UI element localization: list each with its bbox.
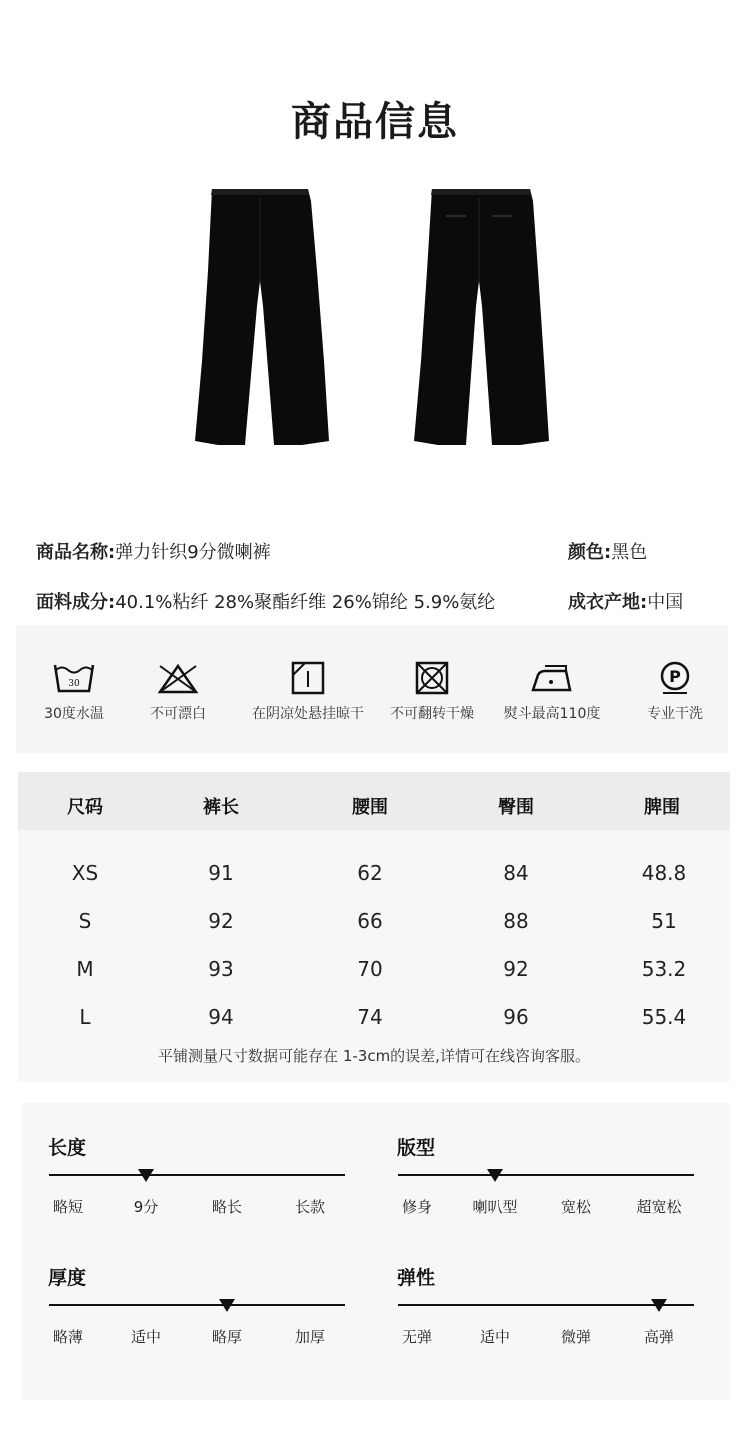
care-item-dryclean: [610, 661, 740, 723]
table-cell: 84: [503, 861, 529, 885]
attr-title: 长度: [48, 1137, 87, 1159]
table-cell: M: [76, 957, 94, 981]
scale-line: [49, 1174, 345, 1176]
attr-title: 厚度: [48, 1267, 87, 1289]
professional-clean-icon: [658, 661, 692, 695]
header-size: 尺码: [67, 797, 103, 818]
product-name-label: 商品名称:: [36, 542, 116, 563]
scale-option: 9分: [133, 1198, 159, 1216]
header-length: 裤长: [203, 797, 239, 818]
care-label-iron: 熨斗最高110度: [503, 706, 601, 722]
care-label-wash: 30度水温: [44, 706, 104, 722]
scale-option: 超宽松: [636, 1198, 682, 1216]
table-cell: 92: [503, 957, 529, 981]
origin-value: 中国: [647, 592, 684, 613]
care-instructions-panel: [16, 625, 728, 753]
dryclean-letter: P: [669, 667, 681, 686]
care-label-dryclean: 专业干洗: [647, 706, 703, 722]
scale-option: 适中: [130, 1328, 162, 1346]
table-cell: 91: [208, 861, 234, 885]
size-table: [18, 772, 730, 1082]
product-name-value: 弹力针织9分微喇裤: [115, 542, 271, 563]
origin-label: 成衣产地:: [568, 592, 648, 613]
attr-thickness: [42, 1263, 342, 1373]
care-item-bleach: [113, 661, 243, 723]
table-cell: 66: [357, 909, 383, 933]
header-hip: 臀围: [498, 797, 534, 818]
care-item-tumble: [367, 661, 497, 723]
table-cell: 70: [357, 957, 383, 981]
scale-marker: [138, 1169, 154, 1182]
table-cell: 62: [357, 861, 383, 885]
attr-elasticity: [391, 1263, 691, 1373]
no-bleach-icon: [156, 661, 200, 695]
page-title: 商品信息: [291, 99, 459, 145]
header-thigh: 脾围: [644, 797, 680, 818]
fabric-label: 面料成分:: [36, 592, 116, 613]
scale-option: 微弹: [560, 1328, 592, 1346]
no-tumble-dry-icon: [415, 661, 449, 695]
scale-line: [49, 1304, 345, 1306]
table-cell: 55.4: [641, 1005, 687, 1029]
care-item-iron: [487, 661, 617, 723]
wash-temp-text: 30: [68, 679, 80, 689]
scale-option: 略厚: [211, 1328, 243, 1346]
scale-option: 略薄: [52, 1328, 84, 1346]
scale-option: 略长: [211, 1198, 243, 1216]
table-cell: 53.2: [641, 957, 687, 981]
pants-front-image: [190, 186, 335, 451]
table-cell: 51: [651, 909, 677, 933]
attribute-panel: [22, 1103, 730, 1400]
color-row: [568, 538, 647, 564]
scale-option: 适中: [479, 1328, 511, 1346]
iron-icon: [530, 661, 574, 695]
line-dry-shade-icon: [291, 661, 325, 695]
care-item-dry: [243, 661, 373, 723]
attr-title: 弹性: [397, 1267, 436, 1289]
care-label-tumble: 不可翻转干燥: [390, 706, 474, 722]
header-waist: 腰围: [352, 797, 388, 818]
origin-row: [568, 588, 683, 614]
table-cell: 96: [503, 1005, 529, 1029]
color-label: 颜色:: [568, 542, 612, 563]
scale-marker: [219, 1299, 235, 1312]
scale-option: 高弹: [643, 1328, 675, 1346]
attr-length: [42, 1133, 342, 1243]
scale-option: 宽松: [560, 1198, 592, 1216]
scale-marker: [651, 1299, 667, 1312]
size-table-header: [18, 772, 730, 830]
measurement-note: 平铺测量尺寸数据可能存在 1-3cm的误差,详情可在线咨询客服。: [158, 1047, 590, 1065]
attr-title: 版型: [397, 1137, 436, 1159]
scale-option: 修身: [401, 1198, 433, 1216]
table-cell: 94: [208, 1005, 234, 1029]
attr-fit: [391, 1133, 691, 1243]
color-value: 黑色: [611, 542, 648, 563]
scale-line: [398, 1174, 694, 1176]
table-cell: 88: [503, 909, 529, 933]
scale-option: 略短: [52, 1198, 84, 1216]
scale-option: 长款: [294, 1198, 326, 1216]
scale-option: 加厚: [294, 1328, 326, 1346]
table-cell: 48.8: [641, 861, 687, 885]
scale-option: 喇叭型: [472, 1198, 518, 1216]
wash-30-icon: [53, 661, 95, 695]
scale-line: [398, 1304, 694, 1306]
scale-marker: [487, 1169, 503, 1182]
fabric-row: [36, 588, 495, 614]
table-cell: XS: [71, 861, 99, 885]
pants-back-image: [410, 186, 555, 451]
care-label-dry: 在阴凉处悬挂晾干: [252, 706, 364, 722]
table-cell: 74: [357, 1005, 383, 1029]
scale-option: 无弹: [401, 1328, 433, 1346]
table-cell: 92: [208, 909, 234, 933]
table-cell: L: [79, 1005, 91, 1029]
product-name-row: [36, 538, 271, 564]
table-cell: 93: [208, 957, 234, 981]
care-label-bleach: 不可漂白: [150, 706, 206, 722]
table-cell: S: [78, 909, 92, 933]
fabric-value: 40.1%粘纤 28%聚酯纤维 26%锦纶 5.9%氨纶: [115, 592, 496, 613]
